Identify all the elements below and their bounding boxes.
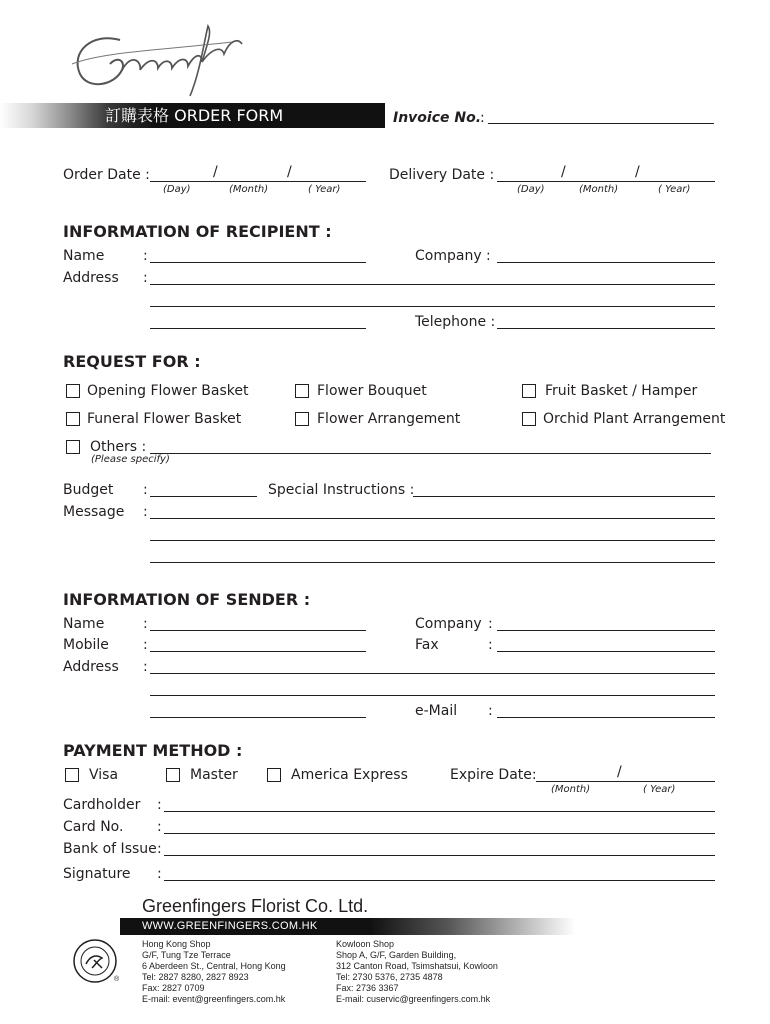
sender-company-field[interactable] [497, 630, 715, 631]
cardholder-field[interactable] [164, 811, 715, 812]
sender-mobile-field[interactable] [150, 651, 366, 652]
recipient-name-label: Name [63, 248, 105, 264]
order-date-label: Order Date : [63, 167, 150, 183]
fruit-basket-label: Fruit Basket / Hamper [545, 383, 698, 399]
sender-heading: INFORMATION OF SENDER : [63, 590, 311, 609]
order-date-day-hint: (Day) [163, 184, 191, 195]
signature-label: Signature [63, 866, 131, 882]
bank-of-issue-field[interactable] [164, 855, 715, 856]
kowloon-shop-line: Shop A, G/F, Garden Building, [336, 950, 457, 960]
sender-fax-label: Fax [415, 637, 439, 653]
sender-mobile-label: Mobile [63, 637, 109, 653]
sender-email-label: e-Mail [415, 703, 458, 719]
order-date-slash-1: / [213, 164, 218, 180]
sender-name-colon: : [143, 616, 148, 632]
recipient-telephone-label: Telephone : [415, 314, 496, 330]
flower-arrangement-label: Flower Arrangement [317, 411, 461, 427]
opening-flower-basket-checkbox[interactable] [66, 384, 80, 398]
master-checkbox[interactable] [166, 768, 180, 782]
others-checkbox[interactable] [66, 440, 80, 454]
message-field-2[interactable] [150, 540, 715, 541]
request-heading: REQUEST FOR : [63, 352, 201, 371]
visa-checkbox[interactable] [65, 768, 79, 782]
hk-shop-line: Fax: 2827 0709 [142, 983, 205, 993]
sender-name-field[interactable] [150, 630, 366, 631]
others-field[interactable] [150, 453, 711, 454]
recipient-company-label: Company : [415, 248, 491, 264]
recipient-telephone-field[interactable] [497, 328, 715, 329]
delivery-date-field[interactable] [497, 181, 715, 182]
order-date-field[interactable] [150, 181, 366, 182]
america-express-checkbox[interactable] [267, 768, 281, 782]
kowloon-shop-line: Fax: 2736 3367 [336, 983, 399, 993]
sender-mobile-colon: : [143, 637, 148, 653]
sender-address-label: Address [63, 659, 119, 675]
delivery-date-month-hint: (Month) [579, 184, 619, 195]
visa-label: Visa [89, 767, 119, 783]
bank-of-issue-colon: : [157, 841, 162, 857]
company-name: Greenfingers Florist Co. Ltd. [142, 896, 369, 916]
sender-email-field[interactable] [497, 717, 715, 718]
sender-address-field-3[interactable] [150, 717, 366, 718]
orchid-plant-arrangement-label: Orchid Plant Arrangement [543, 411, 726, 427]
signature-field[interactable] [164, 880, 715, 881]
special-instructions-label: Special Instructions : [268, 482, 415, 498]
invoice-colon: : [480, 110, 485, 126]
signature-colon: : [157, 866, 162, 882]
hk-shop-line: G/F, Tung Tze Terrace [142, 950, 231, 960]
budget-colon: : [143, 482, 148, 498]
sender-fax-colon: : [488, 637, 493, 653]
sender-address-field-1[interactable] [150, 673, 715, 674]
recipient-name-field[interactable] [150, 262, 366, 263]
payment-heading: PAYMENT METHOD : [63, 741, 243, 760]
cardholder-label: Cardholder [63, 797, 141, 813]
order-date-slash-2: / [287, 164, 292, 180]
hk-shop-line: 6 Aberdeen St., Central, Hong Kong [142, 961, 286, 971]
company-website: WWW.GREENFINGERS.COM.HK [142, 920, 318, 932]
card-no-colon: : [157, 819, 162, 835]
please-specify-hint: (Please specify) [91, 454, 170, 465]
form-title [105, 107, 283, 125]
message-field-1[interactable] [150, 518, 715, 519]
expire-date-field[interactable] [536, 781, 715, 782]
budget-field[interactable] [150, 496, 257, 497]
invoice-field[interactable] [488, 123, 714, 124]
recipient-address-field-3[interactable] [150, 328, 366, 329]
delivery-date-slash-2: / [635, 164, 640, 180]
form-title-english: ORDER FORM [174, 106, 284, 125]
card-no-field[interactable] [164, 833, 715, 834]
sender-company-label: Company [415, 616, 482, 632]
sender-address-colon: : [143, 659, 148, 675]
message-field-3[interactable] [150, 562, 715, 563]
special-instructions-field[interactable] [413, 496, 715, 497]
kowloon-shop-email[interactable]: E-mail: cuservic@greenfingers.com.hk [336, 994, 491, 1004]
sender-company-colon: : [488, 616, 493, 632]
expire-month-hint: (Month) [551, 784, 591, 795]
funeral-flower-basket-label: Funeral Flower Basket [87, 411, 242, 427]
order-date-year-hint: ( Year) [308, 184, 341, 195]
cardholder-colon: : [157, 797, 162, 813]
opening-flower-basket-label: Opening Flower Basket [87, 383, 249, 399]
bank-of-issue-label: Bank of Issue [63, 841, 157, 857]
recipient-heading: INFORMATION OF RECIPIENT : [63, 222, 332, 241]
master-label: Master [190, 767, 238, 783]
recipient-address-colon: : [143, 270, 148, 286]
sender-email-colon: : [488, 703, 493, 719]
orchid-plant-arrangement-checkbox[interactable] [522, 412, 536, 426]
sender-address-field-2[interactable] [150, 695, 715, 696]
expire-year-hint: ( Year) [643, 784, 676, 795]
recipient-address-field-1[interactable] [150, 284, 715, 285]
kowloon-shop-line: Kowloon Shop [336, 939, 395, 949]
sender-fax-field[interactable] [497, 651, 715, 652]
delivery-date-day-hint: (Day) [517, 184, 545, 195]
form-title-chinese: 訂購表格 [105, 106, 170, 125]
recipient-name-colon: : [143, 248, 148, 264]
sender-name-label: Name [63, 616, 105, 632]
expire-date-label: Expire Date: [450, 767, 537, 783]
kowloon-shop-line: 312 Canton Road, Tsimshatsui, Kowloon [336, 961, 498, 971]
delivery-date-label: Delivery Date : [389, 167, 495, 183]
registered-mark: ® [114, 976, 120, 983]
america-express-label: America Express [291, 767, 408, 783]
flower-arrangement-checkbox[interactable] [295, 412, 309, 426]
flower-bouquet-label: Flower Bouquet [317, 383, 427, 399]
order-date-month-hint: (Month) [229, 184, 269, 195]
invoice-label: Invoice No. [393, 110, 482, 126]
message-colon: : [143, 504, 148, 520]
delivery-date-slash-1: / [561, 164, 566, 180]
hk-shop-line: Hong Kong Shop [142, 939, 211, 949]
budget-label: Budget [63, 482, 114, 498]
others-label: Others : [90, 439, 147, 455]
fruit-basket-checkbox[interactable] [522, 384, 536, 398]
delivery-date-year-hint: ( Year) [658, 184, 691, 195]
recipient-address-field-2[interactable] [150, 306, 715, 307]
flower-bouquet-checkbox[interactable] [295, 384, 309, 398]
hk-shop-line: Tel: 2827 8280, 2827 8923 [142, 972, 249, 982]
recipient-company-field[interactable] [497, 262, 715, 263]
hk-shop-email[interactable]: E-mail: event@greenfingers.com.hk [142, 994, 286, 1004]
card-no-label: Card No. [63, 819, 124, 835]
kowloon-shop-line: Tel: 2730 5376, 2735 4878 [336, 972, 443, 982]
recipient-address-label: Address [63, 270, 119, 286]
greenfingers-logo [62, 12, 252, 102]
message-label: Message [63, 504, 125, 520]
expire-date-slash: / [617, 764, 622, 780]
funeral-flower-basket-checkbox[interactable] [66, 412, 80, 426]
company-seal-icon [72, 938, 118, 984]
